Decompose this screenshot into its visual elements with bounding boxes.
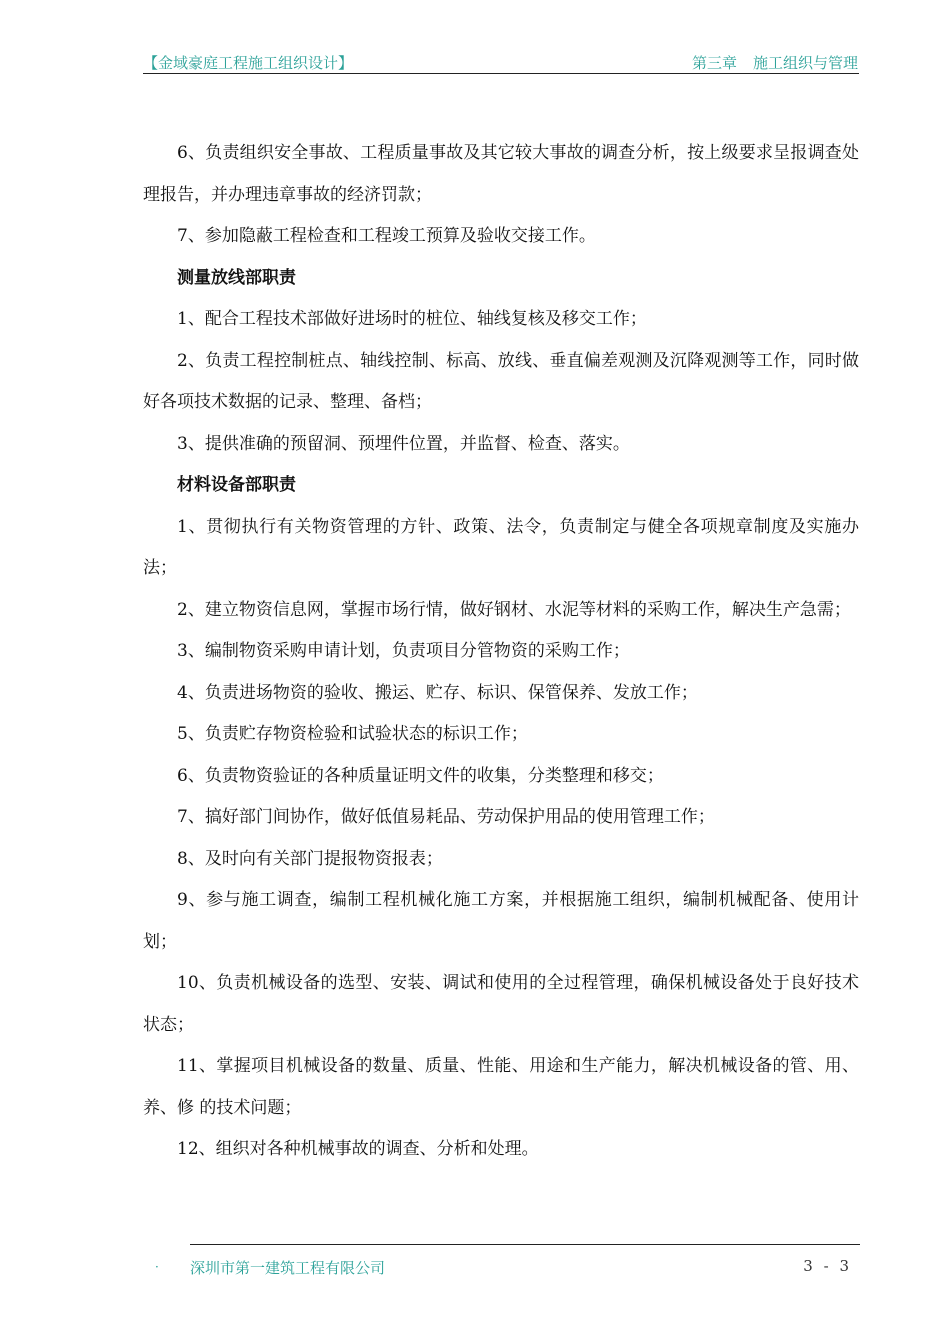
list-item: 5、负责贮存物资检验和试验状态的标识工作； (177, 724, 528, 744)
list-item: 3、编制物资采购申请计划，负责项目分管物资的采购工作； (177, 641, 630, 661)
list-item: 1、贯彻执行有关物资管理的方针、政策、法令，负责制定与健全各项规章制度及实施办法； (143, 516, 859, 578)
list-item: 1、配合工程技术部做好进场时的桩位、轴线复核及移交工作； (177, 309, 647, 329)
list-item: 8、及时向有关部门提报物资报表； (177, 848, 443, 869)
footer-divider (190, 1244, 860, 1245)
list-item: 2、负责工程控制桩点、轴线控制、标高、放线、垂直偏差观测及沉降观测等工作，同时做好各项技术数据的记录、整理、备档； (143, 350, 859, 412)
paragraph: 7、参加隐蔽工程检查和工程竣工预算及验收交接工作。 (177, 226, 596, 246)
section-heading-survey: 测量放线部职责 (177, 267, 296, 288)
header-divider (143, 73, 859, 74)
section-heading-materials: 材料设备部职责 (177, 475, 296, 495)
chapter-label (692, 52, 858, 73)
footer-company: 深圳市第一建筑工程有限公司 (190, 1259, 386, 1277)
document-title: 【金域豪庭工程施工组织设计】 (143, 54, 354, 72)
document-body (143, 133, 859, 1171)
page-header (143, 52, 858, 74)
footer-dot: · (155, 1260, 159, 1274)
list-item: 3、提供准确的预留洞、预埋件位置，并监督、检查、落实。 (177, 433, 630, 454)
chapter-title: 施工组织与管理 (752, 54, 858, 72)
list-item: 6、负责物资验证的各种质量证明文件的收集，分类整理和移交； (177, 765, 664, 786)
list-item: 4、负责进场物资的验收、搬运、贮存、标识、保管保养、发放工作； (177, 682, 698, 703)
list-item: 2、建立物资信息网，掌握市场行情，做好钢材、水泥等材料的采购工作，解决生产急需； (177, 599, 851, 620)
chapter-number: 第三章 (691, 54, 737, 72)
page-number: 3 - 3 (803, 1257, 852, 1275)
list-item: 11、掌握项目机械设备的数量、质量、性能、用途和生产能力，解决机械设备的管、用、养、修 的技术问题； (143, 1056, 859, 1118)
list-item: 9、参与施工调查，编制工程机械化施工方案，并根据施工组织，编制机械配备、使用计划； (143, 890, 859, 952)
list-item: 7、搞好部门间协作，做好低值易耗品、劳动保护用品的使用管理工作； (177, 807, 715, 827)
paragraph: 6、负责组织安全事故、工程质量事故及其它较大事故的调查分析，按上级要求呈报调查处理报告，并办理违章事故的经济罚款； (143, 143, 859, 205)
list-item: 12、组织对各种机械事故的调查、分析和处理。 (177, 1139, 539, 1159)
list-item: 10、负责机械设备的选型、安装、调试和使用的全过程管理，确保机械设备处于良好技术状态； (143, 973, 859, 1035)
